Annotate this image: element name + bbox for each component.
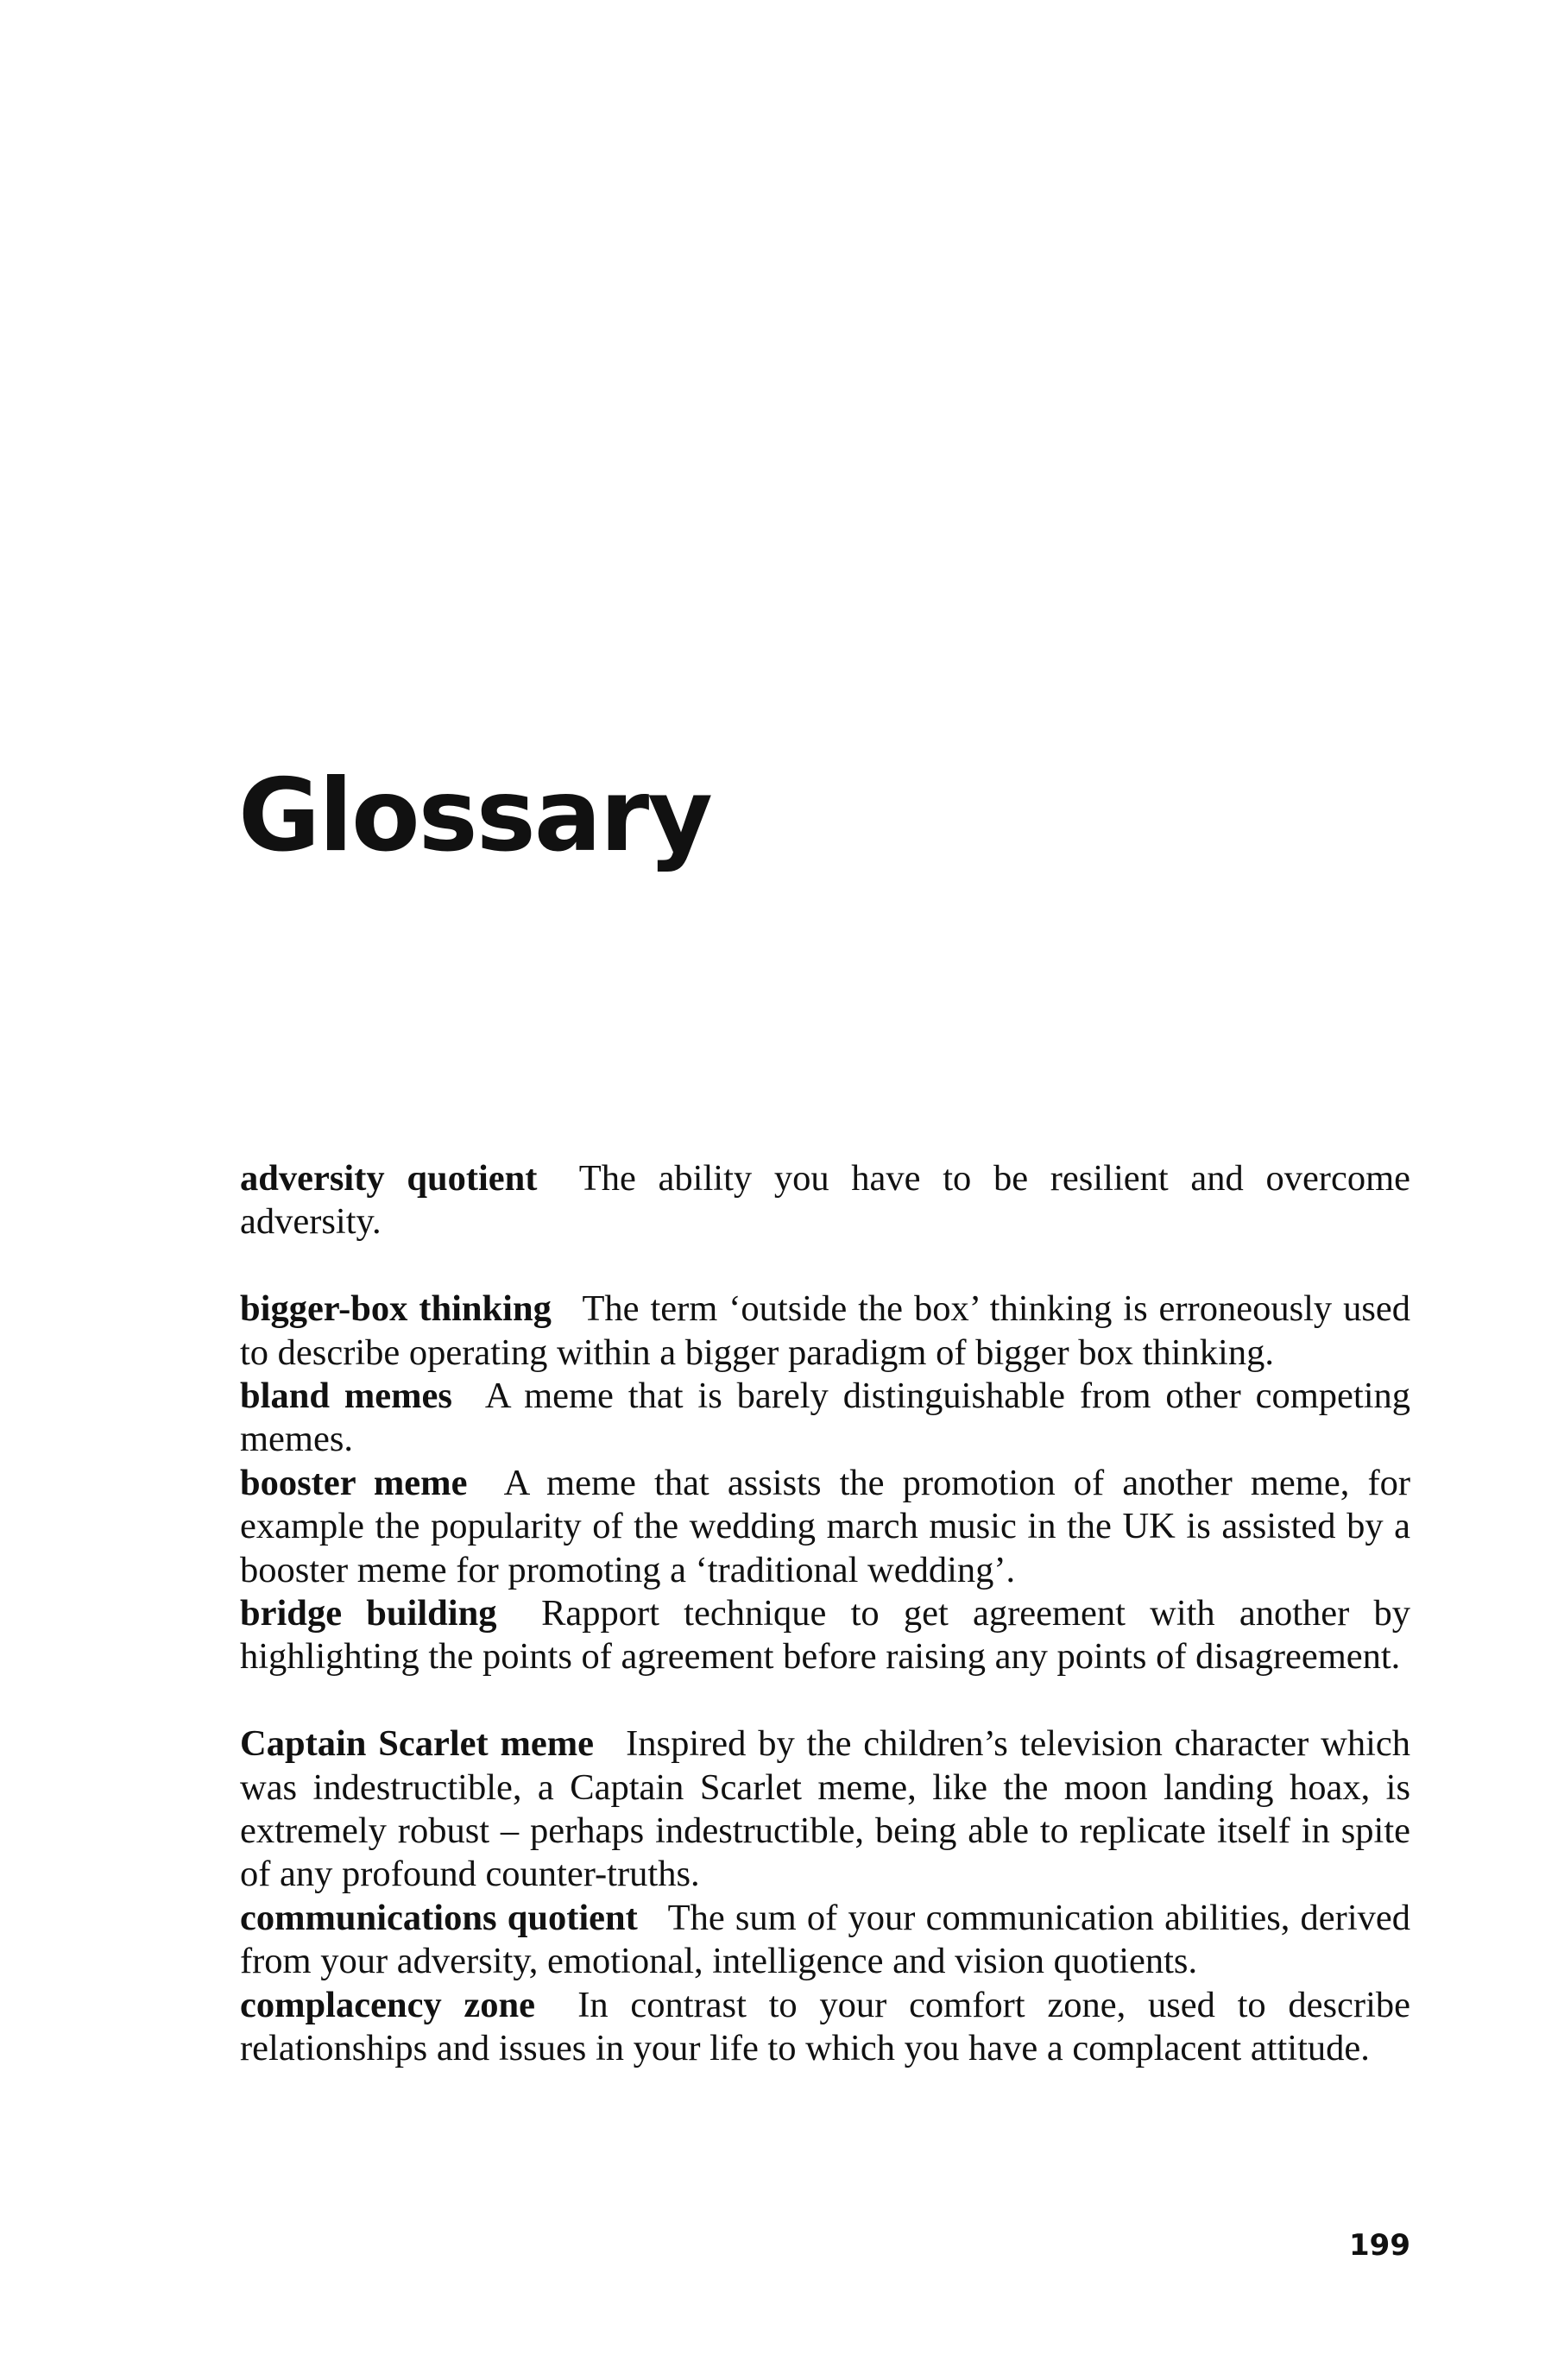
glossary-definition: A meme that is barely distinguishable from other competing memes. bbox=[240, 1376, 1411, 1460]
glossary-definition: Rapport technique to get agreement with another by highlighting the points of agreement before raising any points of disagreement. bbox=[240, 1593, 1411, 1678]
glossary-term: Captain Scarlet meme bbox=[240, 1723, 594, 1765]
glossary-term: booster meme bbox=[240, 1462, 468, 1503]
glossary-definition: The term ‘outside the box’ thinking is erroneously used to describe operating within a bigger paradigm of bigger box thinking. bbox=[240, 1288, 1411, 1373]
glossary-entry bbox=[240, 1984, 1410, 2071]
glossary-term: bigger-box thinking bbox=[240, 1288, 552, 1330]
glossary-term: adversity quotient bbox=[240, 1158, 538, 1199]
glossary-entry bbox=[240, 1157, 1410, 1244]
page-number: 199 bbox=[1349, 2228, 1410, 2263]
page-title: Glossary bbox=[238, 758, 711, 874]
glossary-entry bbox=[240, 1288, 1410, 1375]
glossary-entry bbox=[240, 1462, 1410, 1592]
glossary-definition: Inspired by the children’s television character which was indestructible, a Captain Scarlet meme, like the moon landing hoax, is extremely robust – perhaps indestructible, being able to replicate itself in spite of any profound counter-truths. bbox=[240, 1723, 1410, 1895]
glossary-list bbox=[240, 1157, 1410, 2071]
glossary-definition: A meme that assists the promotion of another meme, for example the popularity of the wedding march music in the UK is assisted by a booster meme for promoting a ‘traditional wedding’. bbox=[240, 1462, 1411, 1590]
glossary-definition: The ability you have to be resilient and overcome adversity. bbox=[240, 1158, 1410, 1243]
glossary-term: communications quotient bbox=[240, 1897, 638, 1938]
glossary-entry bbox=[240, 1375, 1410, 1462]
glossary-term: bridge building bbox=[240, 1593, 497, 1634]
glossary-entry bbox=[240, 1592, 1410, 1679]
glossary-entry bbox=[240, 1722, 1410, 1897]
glossary-term: complacency zone bbox=[240, 1984, 536, 2025]
glossary-term: bland memes bbox=[240, 1376, 452, 1417]
glossary-definition: The sum of your communication abilities, derived from your adversity, emotional, intelligence and vision quotients. bbox=[240, 1897, 1410, 1982]
glossary-entry bbox=[240, 1897, 1410, 1984]
glossary-definition: In contrast to your comfort zone, used to describe relationships and issues in your life to which you have a complacent attitude. bbox=[240, 1984, 1410, 2069]
